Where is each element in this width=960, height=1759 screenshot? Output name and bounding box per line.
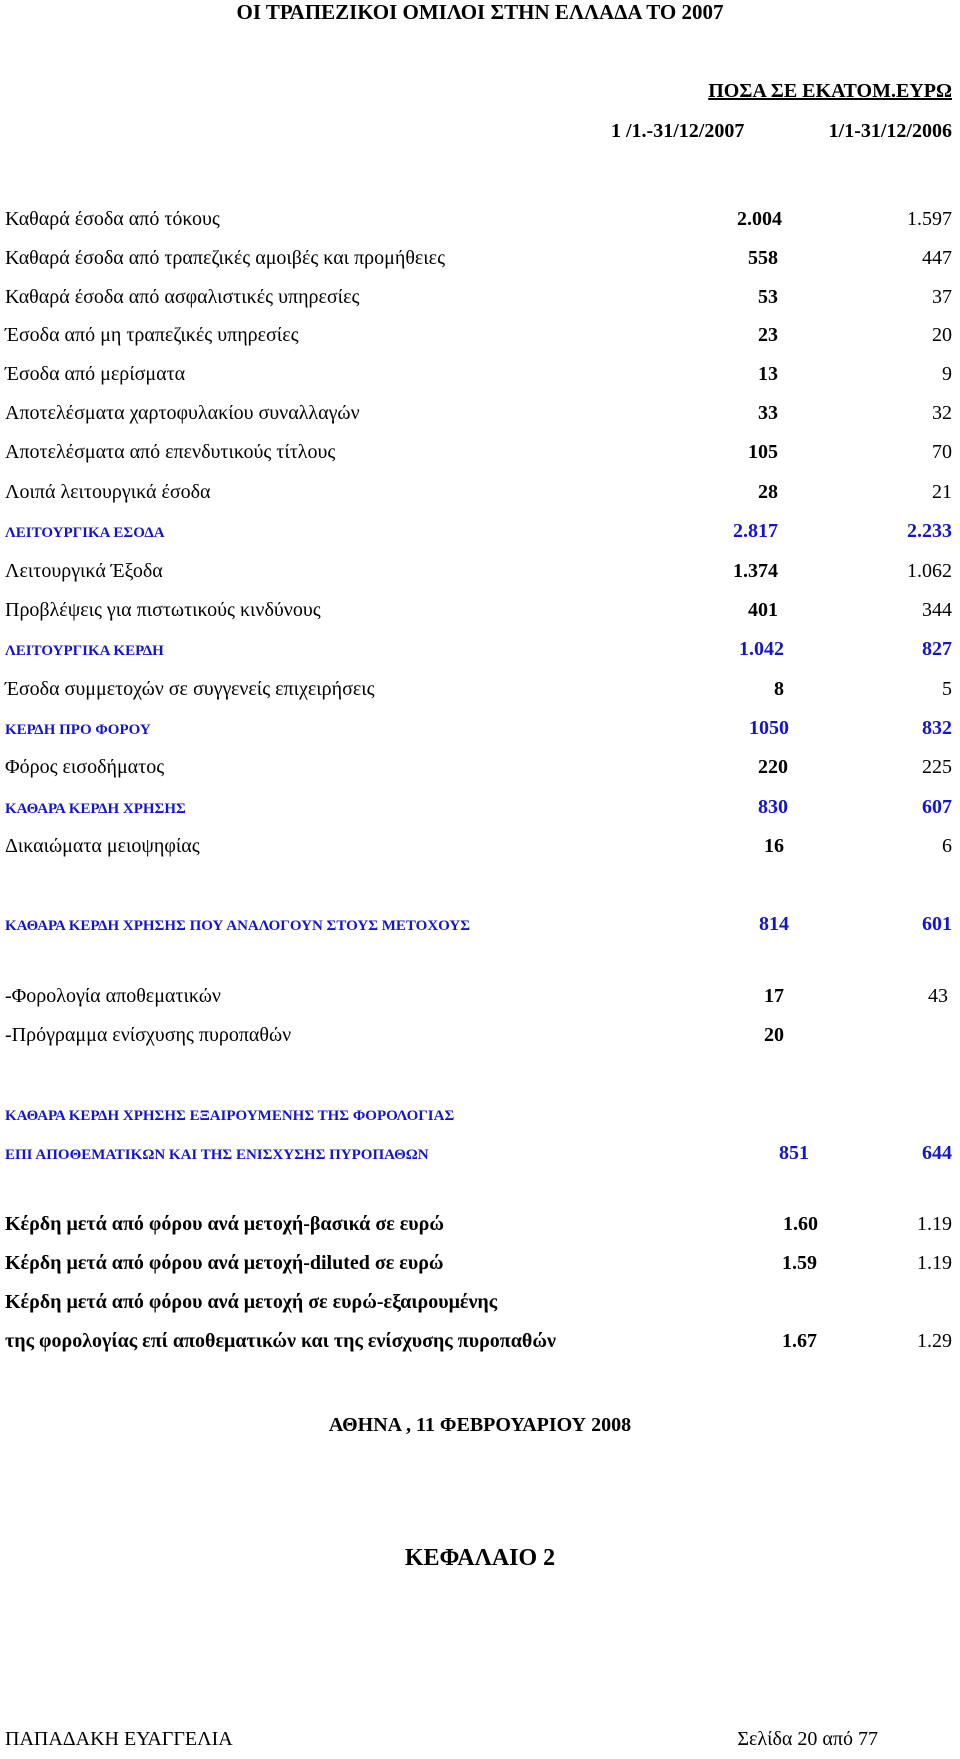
- value-2006: 447: [922, 247, 952, 269]
- value-2007: 16: [764, 835, 784, 857]
- value-2007: 20: [764, 1024, 784, 1046]
- table-row: [0, 208, 960, 238]
- row-label: Προβλέψεις για πιστωτικούς κινδύνους: [5, 599, 321, 621]
- row-label-line2: της φορολογίας επί αποθεματικών και της ενίσχυσης πυροπαθών: [5, 1330, 556, 1352]
- row-label: Έσοδα από μερίσματα: [5, 363, 186, 385]
- row-label: Έσοδα από μη τραπεζικές υπηρεσίες: [5, 324, 299, 346]
- row-label: Καθαρά έσοδα από ασφαλιστικές υπηρεσίες: [5, 286, 360, 308]
- table-row-total: [0, 913, 960, 943]
- value-2007: 830: [758, 796, 788, 818]
- value-2006: 1.062: [907, 560, 952, 582]
- value-2006: 20: [932, 324, 952, 346]
- row-label: -Φορολογία αποθεματικών: [5, 985, 221, 1007]
- table-row-total: [0, 717, 960, 747]
- row-label-line1: ΚΑΘΑΡΑ ΚΕΡΔΗ ΧΡΗΣΗΣ ΕΞΑΙΡΟΥΜΕΝΗΣ ΤΗΣ ΦΟΡΟΛΟΓΙΑΣ: [5, 1108, 455, 1124]
- value-2006: 225: [922, 756, 952, 778]
- table-row: [0, 1213, 960, 1243]
- table-row: [0, 1330, 960, 1360]
- value-2007: 33: [758, 402, 778, 424]
- row-label: ΛΕΙΤΟΥΡΓΙΚΑ ΕΣΟΔΑ: [5, 525, 165, 541]
- value-2006: 37: [932, 286, 952, 308]
- value-2007: 13: [758, 363, 778, 385]
- table-row: [0, 678, 960, 708]
- value-2007: 1.59: [782, 1252, 817, 1274]
- value-2006: 70: [932, 441, 952, 463]
- value-2006: 43: [928, 985, 948, 1007]
- value-2007: 558: [748, 247, 778, 269]
- table-row-total: [0, 520, 960, 550]
- row-label: -Πρόγραμμα ενίσχυσης πυροπαθών: [5, 1024, 292, 1046]
- value-2007: 1.67: [782, 1330, 817, 1352]
- table-row: [0, 756, 960, 786]
- table-row-total: [0, 1142, 960, 1172]
- value-2007: 28: [758, 481, 778, 503]
- value-2006: 2.233: [907, 520, 952, 542]
- value-2006: 1.29: [917, 1330, 952, 1352]
- table-row-total: [0, 638, 960, 668]
- row-label: ΚΑΘΑΡΑ ΚΕΡΔΗ ΧΡΗΣΗΣ: [5, 801, 186, 817]
- row-label: ΛΕΙΤΟΥΡΓΙΚΑ ΚΕΡΔΗ: [5, 643, 164, 659]
- value-2007: 1050: [749, 717, 789, 739]
- table-row-total: [0, 796, 960, 826]
- row-label: Έσοδα συμμετοχών σε συγγενείς επιχειρήσεις: [5, 678, 375, 700]
- footer-author: ΠΑΠΑΔΑΚΗ ΕΥΑΓΓΕΛΙΑ: [5, 1728, 233, 1750]
- row-label-line1: Κέρδη μετά από φόρου ανά μετοχή σε ευρώ-εξαιρουμένης: [5, 1291, 498, 1313]
- value-2007: 1.042: [739, 638, 784, 660]
- row-label: ΚΕΡΔΗ ΠΡΟ ΦΟΡΟΥ: [5, 722, 151, 738]
- row-label: Κέρδη μετά από φόρου ανά μετοχή-diluted σε ευρώ: [5, 1252, 444, 1274]
- table-row: [0, 481, 960, 511]
- table-row: [0, 247, 960, 277]
- column-header-2007: 1 /1.-31/12/2007: [611, 120, 745, 142]
- value-2006: 6: [942, 835, 952, 857]
- document-title: ΟΙ ΤΡΑΠΕΖΙΚΟΙ ΟΜΙΛΟΙ ΣΤΗΝ ΕΛΛΑΔΑ ΤΟ 2007: [236, 0, 724, 24]
- row-label: Λειτουργικά Έξοδα: [5, 560, 163, 582]
- table-row: [0, 1291, 960, 1321]
- table-row: [0, 441, 960, 471]
- value-2007: 1.60: [783, 1213, 818, 1235]
- value-2006: 32: [932, 402, 952, 424]
- footer-page-number: Σελίδα 20 από 77: [737, 1728, 878, 1750]
- table-row: [0, 835, 960, 865]
- value-2007: 23: [758, 324, 778, 346]
- value-2006: 1.597: [907, 208, 952, 230]
- table-row: [0, 324, 960, 354]
- row-label: ΚΑΘΑΡΑ ΚΕΡΔΗ ΧΡΗΣΗΣ ΠΟΥ ΑΝΑΛΟΓΟΥΝ ΣΤΟΥΣ ΜΕΤΟΧΟΥΣ: [5, 918, 471, 934]
- row-label-line2: ΕΠΙ ΑΠΟΘΕΜΑΤΙΚΩΝ ΚΑΙ ΤΗΣ ΕΝΙΣΧΥΣΗΣ ΠΥΡΟΠΑΘΩΝ: [5, 1147, 429, 1163]
- value-2007: 8: [774, 678, 784, 700]
- row-label: Φόρος εισοδήματος: [5, 756, 165, 778]
- chapter-heading: ΚΕΦΑΛΑΙΟ 2: [404, 1545, 556, 1571]
- units-header: ΠΟΣΑ ΣΕ ΕΚΑΤΟΜ.ΕΥΡΩ: [708, 80, 952, 102]
- table-row: [0, 560, 960, 590]
- table-row: [0, 402, 960, 432]
- value-2007: 105: [748, 441, 778, 463]
- value-2007: 17: [764, 985, 784, 1007]
- table-row: [0, 985, 960, 1015]
- row-label: Καθαρά έσοδα από τόκους: [5, 208, 220, 230]
- value-2006: 601: [922, 913, 952, 935]
- row-label: Λοιπά λειτουργικά έσοδα: [5, 481, 211, 503]
- value-2006: 1.19: [917, 1213, 952, 1235]
- value-2007: 851: [779, 1142, 809, 1164]
- table-row: [0, 1252, 960, 1282]
- value-2006: 607: [922, 796, 952, 818]
- value-2006: 827: [922, 638, 952, 660]
- value-2006: 1.19: [917, 1252, 952, 1274]
- value-2006: 9: [942, 363, 952, 385]
- column-header-2006: 1/1-31/12/2006: [828, 120, 952, 142]
- value-2006: 21: [932, 481, 952, 503]
- value-2007: 814: [759, 913, 789, 935]
- value-2006: 644: [922, 1142, 952, 1164]
- value-2007: 53: [758, 286, 778, 308]
- table-row: [0, 1024, 960, 1054]
- value-2006: 344: [922, 599, 952, 621]
- table-row: [0, 599, 960, 629]
- table-row: [0, 286, 960, 316]
- row-label: Δικαιώματα μειοψηφίας: [5, 835, 200, 857]
- value-2007: 220: [758, 756, 788, 778]
- table-row: [0, 363, 960, 393]
- value-2007: 401: [748, 599, 778, 621]
- value-2007: 2.004: [737, 208, 782, 230]
- row-label: Καθαρά έσοδα από τραπεζικές αμοιβές και προμήθειες: [5, 247, 445, 269]
- value-2007: 1.374: [733, 560, 778, 582]
- row-label: Αποτελέσματα χαρτοφυλακίου συναλλαγών: [5, 402, 360, 424]
- row-label: Αποτελέσματα από επενδυτικούς τίτλους: [5, 441, 336, 463]
- place-date: ΑΘΗΝΑ , 11 ΦΕΒΡΟΥΑΡΙΟΥ 2008: [328, 1414, 632, 1436]
- table-row-total: [0, 1103, 960, 1133]
- value-2007: 2.817: [733, 520, 778, 542]
- row-label: Κέρδη μετά από φόρου ανά μετοχή-βασικά σε ευρώ: [5, 1213, 445, 1235]
- value-2006: 5: [942, 678, 952, 700]
- value-2006: 832: [922, 717, 952, 739]
